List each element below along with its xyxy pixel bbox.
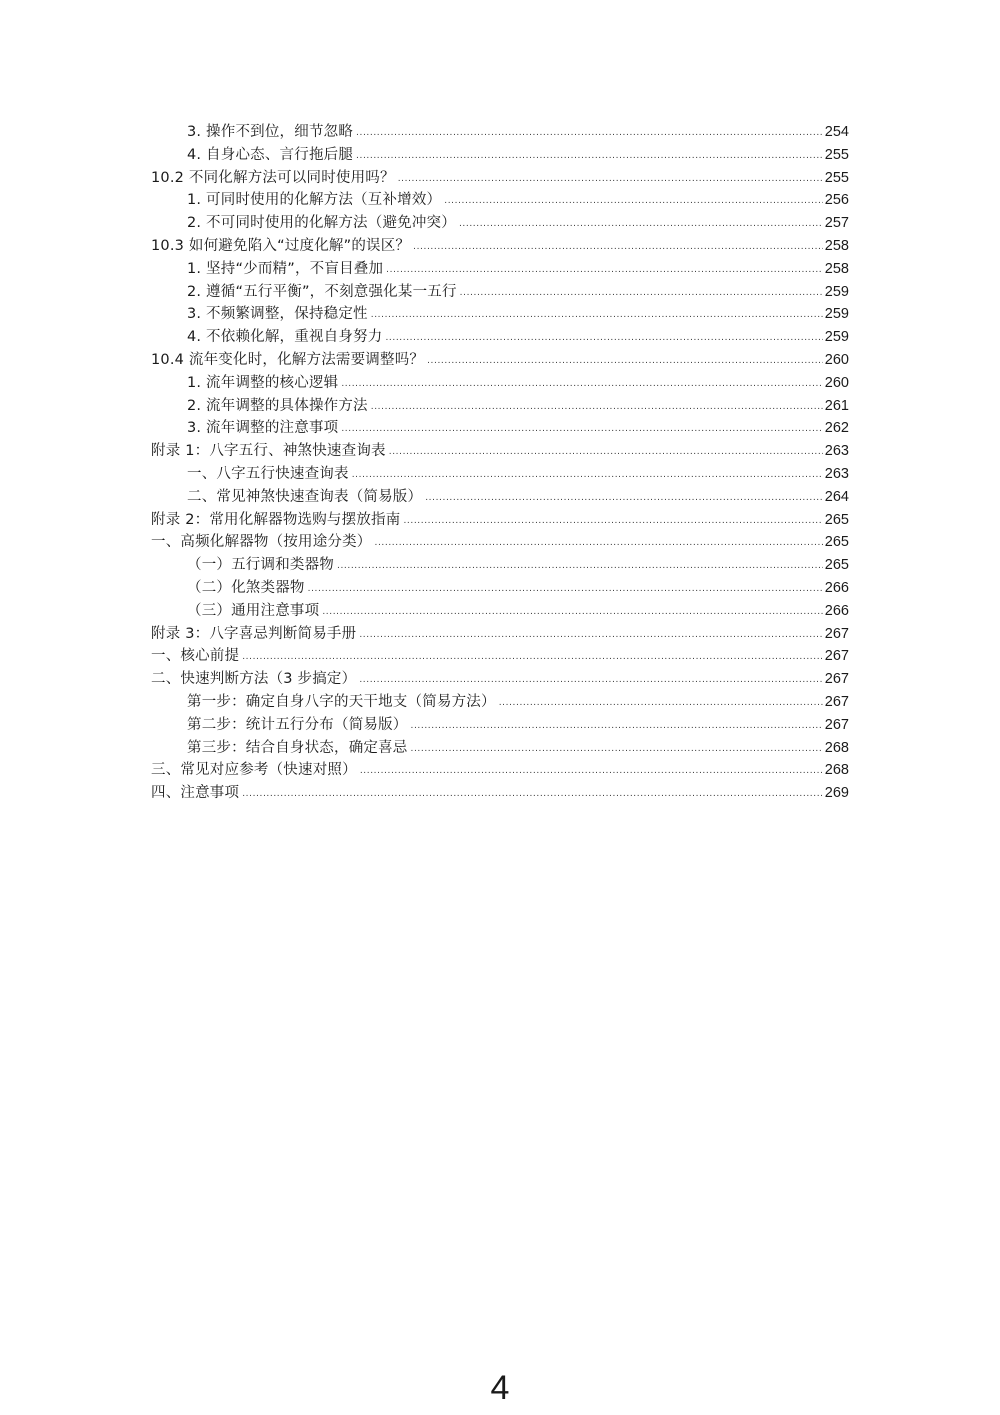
toc-entry-page-number: 269 bbox=[824, 785, 849, 802]
toc-entry-page-number: 267 bbox=[824, 671, 849, 688]
dot-leader bbox=[360, 758, 823, 783]
toc-entry[interactable] bbox=[151, 782, 849, 805]
dot-leader bbox=[398, 166, 823, 191]
toc-entry[interactable] bbox=[151, 486, 849, 509]
toc-entry-title: 2. 流年调整的具体操作方法 bbox=[187, 397, 368, 414]
dot-leader bbox=[359, 667, 822, 692]
dot-leader bbox=[242, 644, 823, 669]
toc-entry-page-number: 262 bbox=[824, 420, 849, 437]
toc-entry-page-number: 259 bbox=[824, 329, 849, 346]
dot-leader bbox=[242, 781, 823, 806]
toc-entry[interactable] bbox=[151, 144, 849, 167]
table-of-contents bbox=[151, 121, 849, 805]
toc-entry-title: 10.2 不同化解方法可以同时使用吗？ bbox=[151, 169, 395, 186]
dot-leader bbox=[356, 143, 823, 168]
toc-entry-page-number: 255 bbox=[824, 169, 849, 186]
toc-entry[interactable] bbox=[151, 372, 849, 395]
footer-page-number: 4 bbox=[490, 1369, 510, 1407]
toc-entry[interactable] bbox=[151, 303, 849, 326]
dot-leader bbox=[341, 371, 822, 396]
toc-entry-page-number: 259 bbox=[824, 306, 849, 323]
toc-entry-page-number: 257 bbox=[824, 215, 849, 232]
toc-entry[interactable] bbox=[151, 645, 849, 668]
toc-entry-title: 第二步：统计五行分布（简易版） bbox=[187, 716, 408, 733]
toc-entry[interactable] bbox=[151, 212, 849, 235]
toc-entry[interactable] bbox=[151, 737, 849, 760]
toc-entry-page-number: 267 bbox=[824, 648, 849, 665]
toc-entry-page-number: 265 bbox=[824, 534, 849, 551]
toc-entry[interactable] bbox=[151, 509, 849, 532]
toc-entry-title: 2. 不可同时使用的化解方法（避免冲突） bbox=[187, 215, 456, 232]
toc-entry-title: 三、常见对应参考（快速对照） bbox=[151, 762, 357, 779]
toc-entry-page-number: 261 bbox=[824, 397, 849, 414]
toc-entry-title: 一、八字五行快速查询表 bbox=[187, 465, 349, 482]
toc-entry-title: 3. 操作不到位，细节忽略 bbox=[187, 124, 354, 140]
toc-entry[interactable] bbox=[151, 167, 849, 190]
dot-leader bbox=[371, 302, 823, 327]
toc-entry-page-number: 259 bbox=[824, 283, 849, 300]
toc-entry-page-number: 268 bbox=[824, 739, 849, 756]
toc-entry-title: （二）化煞类器物 bbox=[187, 579, 305, 596]
toc-entry-title: 1. 坚持“少而精”，不盲目叠加 bbox=[187, 260, 384, 277]
toc-entry-title: 第一步：确定自身八字的天干地支（简易方法） bbox=[187, 693, 496, 710]
toc-entry-page-number: 260 bbox=[824, 374, 849, 391]
dot-leader bbox=[425, 485, 823, 510]
toc-entry[interactable] bbox=[151, 395, 849, 418]
toc-entry-title: 二、快速判断方法（3 步搞定） bbox=[151, 671, 357, 688]
toc-entry[interactable] bbox=[151, 600, 849, 623]
toc-entry-page-number: 254 bbox=[824, 124, 849, 140]
toc-entry[interactable] bbox=[151, 759, 849, 782]
toc-entry-title: （一）五行调和类器物 bbox=[187, 557, 334, 574]
toc-entry[interactable] bbox=[151, 235, 849, 258]
toc-entry-title: 1. 流年调整的核心逻辑 bbox=[187, 374, 339, 391]
toc-entry-title: 二、常见神煞快速查询表（简易版） bbox=[187, 488, 423, 505]
toc-entry-page-number: 267 bbox=[824, 693, 849, 710]
toc-entry-title: 第三步：结合自身状态，确定喜忌 bbox=[187, 739, 408, 756]
dot-leader bbox=[337, 553, 823, 578]
toc-entry-title: 附录 2：常用化解器物选购与摆放指南 bbox=[151, 511, 401, 528]
dot-leader bbox=[352, 462, 823, 487]
toc-entry-title: 附录 3：八字喜忌判断简易手册 bbox=[151, 625, 357, 642]
toc-entry[interactable] bbox=[151, 463, 849, 486]
toc-entry-page-number: 255 bbox=[824, 146, 849, 163]
toc-entry-title: 3. 不频繁调整，保持稳定性 bbox=[187, 306, 368, 323]
dot-leader bbox=[460, 280, 823, 305]
toc-entry[interactable] bbox=[151, 668, 849, 691]
dot-leader bbox=[341, 416, 822, 441]
dot-leader bbox=[459, 211, 823, 236]
toc-entry-page-number: 265 bbox=[824, 557, 849, 574]
toc-entry-title: 4. 自身心态、言行拖后腿 bbox=[187, 146, 354, 163]
toc-entry-page-number: 266 bbox=[824, 579, 849, 596]
dot-leader bbox=[356, 120, 823, 145]
toc-entry-title: 10.3 如何避免陷入“过度化解”的误区？ bbox=[151, 237, 411, 254]
toc-entry[interactable] bbox=[151, 440, 849, 463]
toc-entry-page-number: 265 bbox=[824, 511, 849, 528]
dot-leader bbox=[444, 188, 823, 213]
toc-entry-title: 一、高频化解器物（按用途分类） bbox=[151, 534, 372, 551]
toc-entry-page-number: 266 bbox=[824, 602, 849, 619]
toc-entry[interactable] bbox=[151, 189, 849, 212]
dot-leader bbox=[385, 325, 822, 350]
toc-entry-page-number: 263 bbox=[824, 443, 849, 460]
toc-entry-page-number: 263 bbox=[824, 465, 849, 482]
toc-entry-page-number: 264 bbox=[824, 488, 849, 505]
toc-entry-page-number: 267 bbox=[824, 625, 849, 642]
toc-entry-title: 10.4 流年变化时，化解方法需要调整吗？ bbox=[151, 351, 425, 368]
toc-entry[interactable] bbox=[151, 623, 849, 646]
dot-leader bbox=[322, 599, 822, 624]
toc-entry-title: 一、核心前提 bbox=[151, 648, 240, 665]
toc-entry-title: 3. 流年调整的注意事项 bbox=[187, 420, 339, 437]
dot-leader bbox=[499, 690, 823, 715]
dot-leader bbox=[413, 234, 823, 259]
toc-entry[interactable] bbox=[151, 258, 849, 281]
dot-leader bbox=[389, 439, 823, 464]
toc-entry-page-number: 258 bbox=[824, 237, 849, 254]
dot-leader bbox=[375, 530, 823, 555]
toc-entry[interactable] bbox=[151, 326, 849, 349]
toc-entry[interactable] bbox=[151, 281, 849, 304]
toc-entry-page-number: 256 bbox=[824, 192, 849, 209]
toc-entry-title: 四、注意事项 bbox=[151, 785, 240, 802]
dot-leader bbox=[411, 736, 823, 761]
toc-entry[interactable] bbox=[151, 349, 849, 372]
toc-entry[interactable] bbox=[151, 531, 849, 554]
toc-entry-title: 1. 可同时使用的化解方法（互补增效） bbox=[187, 192, 442, 209]
toc-entry-title: （三）通用注意事项 bbox=[187, 602, 320, 619]
dot-leader bbox=[386, 257, 823, 282]
toc-entry-page-number: 258 bbox=[824, 260, 849, 277]
toc-entry[interactable] bbox=[151, 577, 849, 600]
dot-leader bbox=[308, 576, 823, 601]
toc-entry-page-number: 260 bbox=[824, 351, 849, 368]
dot-leader bbox=[411, 713, 823, 738]
dot-leader bbox=[427, 348, 823, 373]
dot-leader bbox=[371, 394, 823, 419]
toc-entry[interactable] bbox=[151, 714, 849, 737]
toc-entry-title: 附录 1：八字五行、神煞快速查询表 bbox=[151, 443, 386, 460]
toc-entry[interactable] bbox=[151, 691, 849, 714]
toc-entry-title: 4. 不依赖化解，重视自身努力 bbox=[187, 329, 383, 346]
toc-entry[interactable] bbox=[151, 417, 849, 440]
toc-entry-title: 2. 遵循“五行平衡”，不刻意强化某一五行 bbox=[187, 283, 457, 300]
toc-entry-page-number: 268 bbox=[824, 762, 849, 779]
toc-entry[interactable] bbox=[151, 121, 849, 144]
dot-leader bbox=[403, 508, 822, 533]
dot-leader bbox=[359, 622, 822, 647]
toc-entry[interactable] bbox=[151, 554, 849, 577]
toc-entry-page-number: 267 bbox=[824, 716, 849, 733]
